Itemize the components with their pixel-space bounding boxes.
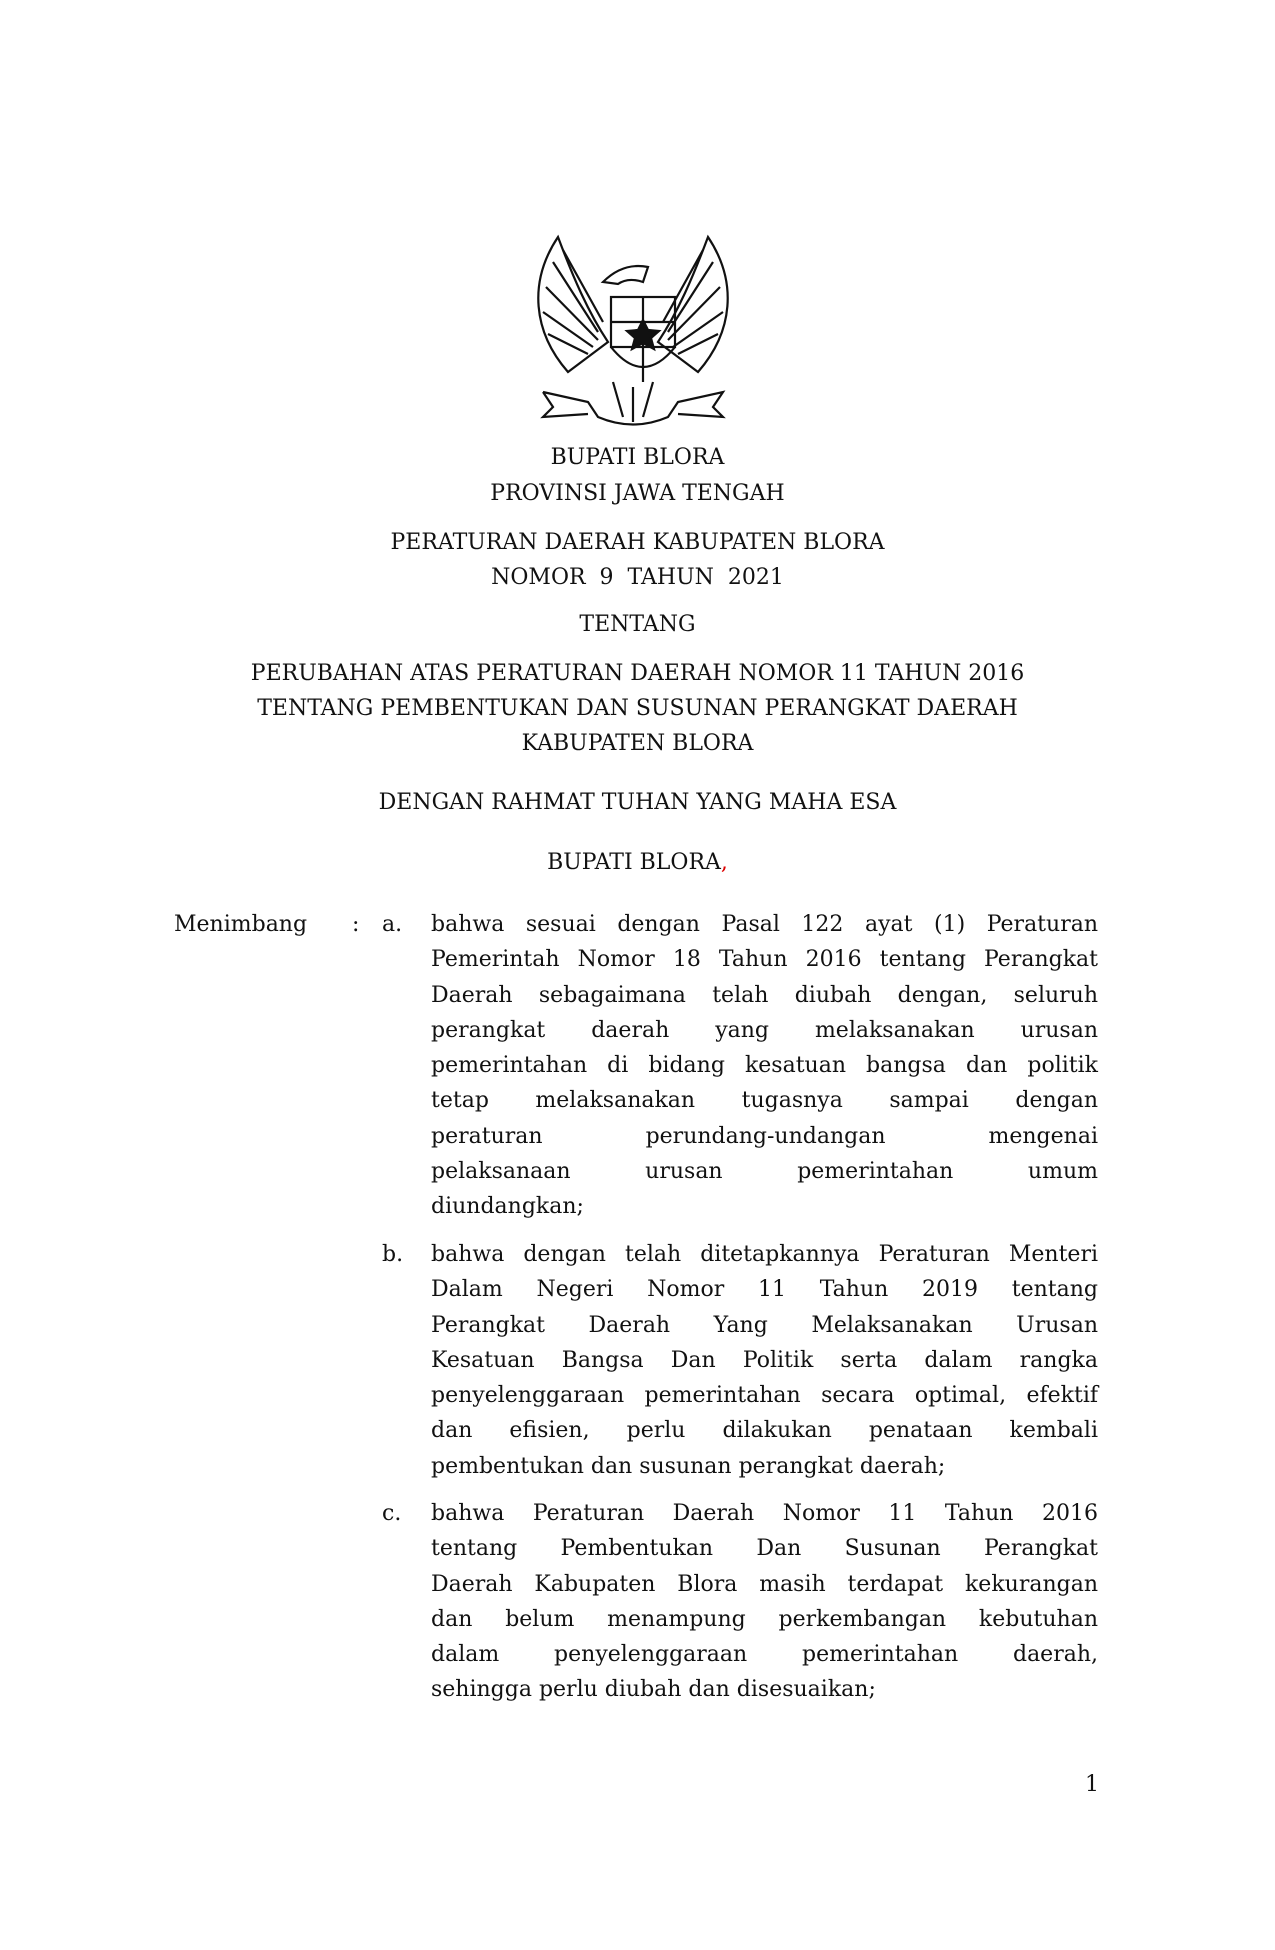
text-line: bahwa dengan telah ditetapkannya Peraturan Menteri [431, 1242, 1098, 1267]
tentang-label: TENTANG [579, 612, 696, 637]
text-line: Daerah Kabupaten Blora masih terdapat kekurangan [431, 1571, 1098, 1597]
text-line: Kesatuan Bangsa Dan Politik serta dalam rangka [431, 1347, 1098, 1373]
text-line: pelaksanaan urusan pemerintahan umum [431, 1159, 1098, 1185]
text-line: dan belum menampung perkembangan kebutuhan [431, 1606, 1098, 1632]
menimbang-label: Menimbang [174, 912, 308, 937]
issuer [0, 848, 1275, 878]
item-marker-b: b. [382, 1242, 404, 1267]
item-marker-a: a. [382, 912, 403, 937]
regulation-title-line: TENTANG PEMBENTUKAN DAN SUSUNAN PERANGKAT DAERAH [257, 696, 1018, 721]
text-line: Daerah sebagaimana telah diubah dengan, seluruh [431, 982, 1098, 1008]
header-provinsi: PROVINSI JAWA TENGAH [490, 481, 785, 506]
issuer-comma: , [720, 850, 728, 875]
text-line: peraturan perundang-undangan mengenai [431, 1123, 1098, 1149]
consideration-item-b [431, 1240, 1098, 1487]
consideration-item-c [431, 1499, 1098, 1711]
regulation-title-line: KABUPATEN BLORA [521, 731, 754, 756]
text-line: perangkat daerah yang melaksanakan urusan [431, 1017, 1098, 1043]
text-line: diundangkan; [431, 1194, 584, 1220]
text-line: Perangkat Daerah Yang Melaksanakan Urusan [431, 1312, 1098, 1338]
page-number: 1 [1085, 1772, 1099, 1797]
text-line: tentang Pembentukan Dan Susunan Perangkat [431, 1536, 1098, 1562]
text-line: pembentukan dan susunan perangkat daerah; [431, 1453, 946, 1479]
issuer-text: BUPATI BLORA [547, 850, 721, 875]
consideration-item-a [431, 910, 1098, 1228]
invocation: DENGAN RAHMAT TUHAN YANG MAHA ESA [378, 790, 897, 815]
header-bupati: BUPATI BLORA [550, 445, 725, 470]
regulation-type: PERATURAN DAERAH KABUPATEN BLORA [390, 530, 885, 555]
menimbang-colon: : [352, 912, 360, 937]
text-line: Dalam Negeri Nomor 11 Tahun 2019 tentang [431, 1277, 1098, 1303]
text-line: dalam penyelenggaraan pemerintahan daerah, [431, 1642, 1098, 1668]
text-line: bahwa Peraturan Daerah Nomor 11 Tahun 2016 [431, 1501, 1098, 1526]
regulation-number: NOMOR 9 TAHUN 2021 [491, 565, 784, 590]
text-line: dan efisien, perlu dilakukan penataan kembali [431, 1418, 1098, 1444]
text-line: bahwa sesuai dengan Pasal 122 ayat (1) Peraturan [431, 912, 1098, 937]
text-line: tetap melaksanakan tugasnya sampai dengan [431, 1088, 1098, 1114]
text-line: penyelenggaraan pemerintahan secara optimal, efektif [431, 1383, 1098, 1409]
garuda-pancasila-emblem [528, 222, 738, 437]
text-line: Pemerintah Nomor 18 Tahun 2016 tentang Perangkat [431, 947, 1098, 973]
text-line: sehingga perlu diubah dan disesuaikan; [431, 1677, 876, 1703]
text-line: pemerintahan di bidang kesatuan bangsa dan politik [431, 1053, 1098, 1079]
regulation-title-line: PERUBAHAN ATAS PERATURAN DAERAH NOMOR 11 TAHUN 2016 [250, 661, 1025, 686]
item-marker-c: c. [382, 1501, 402, 1526]
